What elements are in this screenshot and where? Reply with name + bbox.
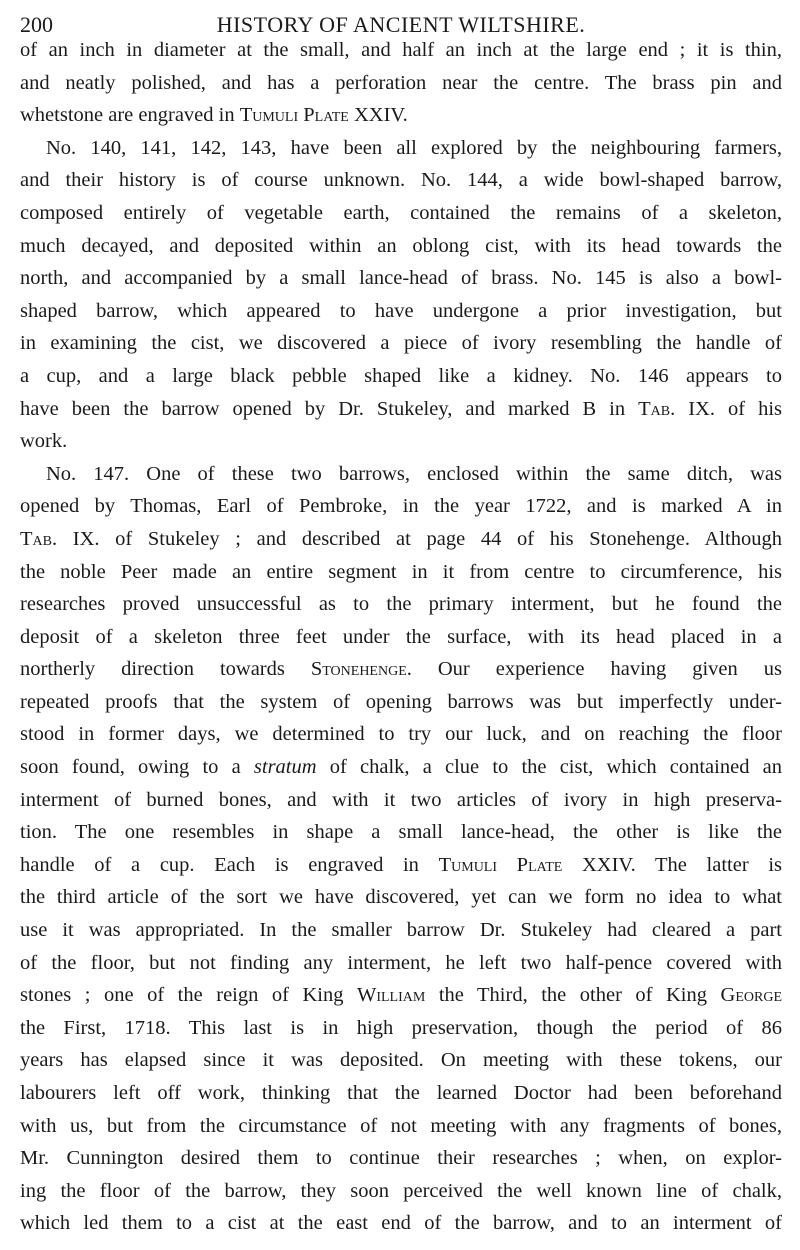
text-segment: opened by Thomas, Earl of Pembroke, in the year 1722, and is marked A in <box>20 495 782 518</box>
text-line <box>20 262 782 295</box>
text-segment: the noble Peer made an entire segment in it from centre to circumference, his <box>20 560 782 583</box>
running-title: HISTORY OF ANCIENT WILTSHIRE. <box>216 12 586 37</box>
text-line <box>20 458 782 491</box>
text-line <box>20 1207 782 1240</box>
text-segment: of chalk, a clue to the cist, which contained an <box>316 756 782 779</box>
text-segment: XXIV. The latter is <box>562 853 782 876</box>
text-line <box>20 67 782 100</box>
small-caps-text: Tumuli Plate <box>239 104 349 127</box>
text-line <box>20 132 782 165</box>
text-line <box>20 718 782 751</box>
text-segment: much decayed, and deposited within an oblong cist, with its head towards the <box>20 234 782 257</box>
text-segment: of the floor, but not finding any interment, he left two half-pence covered with <box>20 951 782 974</box>
text-segment: labourers left off work, thinking that the learned Doctor had been beforehand <box>20 1082 782 1104</box>
text-segment: the First, 1718. This last is in high preservation, though the period of 86 <box>20 1016 782 1039</box>
text-line <box>20 360 782 393</box>
text-segment: years has elapsed since it was deposited. On meeting with these tokens, our <box>20 1049 782 1072</box>
text-line <box>20 425 782 458</box>
text-segment: IX. of his <box>675 397 782 420</box>
text-line <box>20 393 782 426</box>
text-segment: the third article of the sort we have discovered, yet can we form no idea to what <box>20 886 782 909</box>
text-line <box>20 1110 782 1143</box>
text-segment: No. 147. One of these two barrows, enclosed within the same ditch, was <box>46 462 782 485</box>
text-segment: soon found, owing to a <box>20 756 254 779</box>
text-line <box>20 1012 782 1045</box>
text-line <box>20 947 782 980</box>
text-line <box>20 1044 782 1077</box>
text-line <box>20 327 782 360</box>
text-line <box>20 1077 782 1110</box>
small-caps-text: William <box>356 984 426 1007</box>
text-segment: repeated proofs that the system of opening barrows was but imperfectly under- <box>20 690 782 713</box>
text-line <box>20 99 782 132</box>
text-line <box>20 197 782 230</box>
text-segment: tion. The one resembles in shape a small lance-head, the other is like the <box>20 821 782 844</box>
text-segment: the Third, the other of King <box>425 984 721 1007</box>
text-segment: which led them to a cist at the east end of the barrow, and to an interment of <box>20 1212 782 1235</box>
text-segment: ing the floor of the barrow, they soon perceived the well known line of chalk, <box>20 1179 782 1202</box>
text-line <box>20 523 782 556</box>
text-segment: a cup, and a large black pebble shaped like a kidney. No. 146 appears to <box>20 364 782 387</box>
text-line <box>20 784 782 817</box>
text-line <box>20 849 782 882</box>
text-segment: researches proved unsuccessful as to the primary interment, but he found the <box>20 593 782 616</box>
text-line <box>20 621 782 654</box>
text-segment: of an inch in diameter at the small, and half an inch at the large end ; it is thin, <box>20 39 782 61</box>
text-line <box>20 490 782 523</box>
text-segment: interment of burned bones, and with it two articles of ivory in high preserva- <box>20 788 782 811</box>
text-segment: use it was appropriated. In the smaller barrow Dr. Stukeley had cleared a part <box>20 919 782 942</box>
text-line <box>20 588 782 621</box>
text-line <box>20 686 782 719</box>
text-segment: with us, but from the circumstance of not meeting with any fragments of bones, <box>20 1114 782 1137</box>
text-line <box>20 1175 782 1208</box>
text-segment: deposit of a skeleton three feet under the surface, with its head placed in a <box>20 625 782 648</box>
text-line <box>20 653 782 686</box>
text-line <box>20 164 782 197</box>
text-line <box>20 816 782 849</box>
text-segment: shaped barrow, which appeared to have undergone a prior investigation, but <box>20 299 782 322</box>
text-line <box>20 979 782 1012</box>
text-line <box>20 295 782 328</box>
text-segment: Mr. Cunnington desired them to continue their researches ; when, on explor- <box>20 1147 782 1170</box>
text-segment: No. 140, 141, 142, 143, have been all explored by the neighbouring farmers, <box>46 136 782 159</box>
text-segment: north, and accompanied by a small lance-head of brass. No. 145 is also a bowl- <box>20 267 782 290</box>
page-number: 200 <box>20 12 53 37</box>
text-line <box>20 34 782 67</box>
text-line <box>20 556 782 589</box>
text-line <box>20 1142 782 1175</box>
text-segment: handle of a cup. Each is engraved in <box>20 853 439 876</box>
text-line <box>20 914 782 947</box>
text-segment: stones ; one of the reign of King <box>20 984 357 1007</box>
text-segment: in examining the cist, we discovered a piece of ivory resembling the handle of <box>20 332 782 355</box>
text-line <box>20 751 782 784</box>
body-text <box>20 34 782 1240</box>
text-segment: and their history is of course unknown. No. 144, a wide bowl-shaped barrow, <box>20 169 782 192</box>
small-caps-text: Stonehenge. <box>310 658 412 681</box>
text-segment: whetstone are engraved in <box>20 104 240 127</box>
text-line <box>20 881 782 914</box>
small-caps-text: Tab. <box>20 527 58 550</box>
small-caps-text: Tumuli Plate <box>438 853 563 876</box>
small-caps-text: George <box>720 984 782 1007</box>
italic-text: stratum <box>253 756 317 779</box>
small-caps-text: Tab. <box>638 397 676 420</box>
text-segment: stood in former days, we determined to try our luck, and on reaching the floor <box>20 723 782 746</box>
text-segment: IX. of Stukeley ; and described at page 44 of his Stonehenge. Although <box>57 527 782 550</box>
text-segment: work. <box>20 430 68 453</box>
text-segment: have been the barrow opened by Dr. Stukeley, and marked B in <box>20 397 639 420</box>
text-segment: XXIV. <box>348 104 408 127</box>
text-segment: Our experience having given us <box>411 658 782 681</box>
text-line <box>20 230 782 263</box>
text-segment: composed entirely of vegetable earth, contained the remains of a skeleton, <box>20 201 782 224</box>
text-segment: northerly direction towards <box>20 658 311 681</box>
text-segment: and neatly polished, and has a perforation near the centre. The brass pin and <box>20 71 782 94</box>
